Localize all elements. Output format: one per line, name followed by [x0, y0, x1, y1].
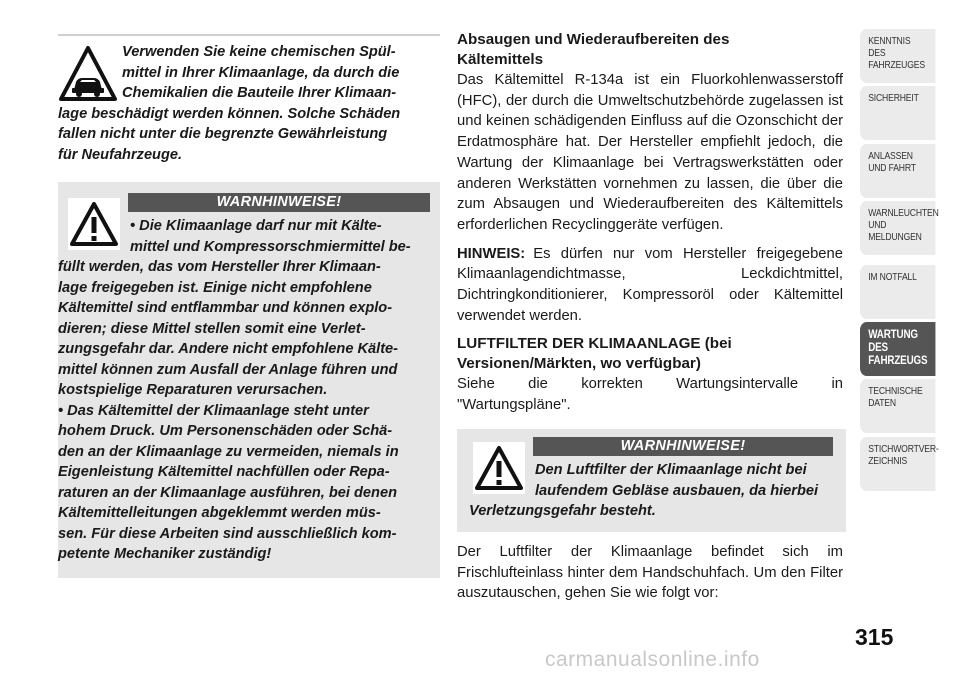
- text-line: dieren; diese Mittel stellen somit eine Verlet-: [58, 320, 366, 337]
- warning-text: [469, 460, 839, 522]
- text-line: petente Mechaniker zuständig!: [58, 546, 272, 562]
- nav-tab-label: DES: [868, 47, 886, 59]
- nav-tab-label: KENNTNIS: [868, 35, 911, 47]
- text-line: kostspielige Reparaturen verursachen.: [58, 382, 328, 398]
- nav-tab-label: STICHWORTVER-: [868, 443, 939, 455]
- text-line: Eigenleistung Kältemittel nachfüllen oder Repa-: [58, 464, 390, 480]
- text-line: mittel in Ihrer Klimaanlage, da durch die: [122, 64, 400, 81]
- text-line: mittel und Kompressorschmiermittel be-: [130, 238, 411, 255]
- nav-tab-1[interactable]: [860, 86, 935, 140]
- text-line: Kältemittelleitungen abgeklemmt werden müs-: [58, 505, 381, 521]
- text-line: • Die Klimaanlage darf nur mit Kälte-: [130, 218, 382, 234]
- text-line: lage beschädigt werden können. Solche Schäden: [58, 105, 401, 122]
- paragraph-refrigerant: Das Kältemittel R-134a ist ein Fluorkohlenwasserstoff (HFC), der durch die Umweltschutzbehörde zugelassen ist und keinen schädigenden Einfluss auf die Ozonschicht der Erdatmosphäre hat. Der Hersteller empfiehlt jedoch, die Wartung der Klimaanlage bei Vertragswerkstätten oder anderen Werkstätten vornehmen zu lassen, die über die zum Absaugen und Wiederaufbereiten des Kältemittels erforderlichen Recyclinggeräte verfügen.: [457, 72, 843, 233]
- page-number: 315: [855, 624, 894, 650]
- car-warning-icon: [58, 44, 118, 102]
- caution-block: [58, 34, 440, 168]
- text-line: füllt werden, das vom Hersteller Ihrer Klimaan-: [58, 259, 381, 275]
- nav-tab-6[interactable]: [860, 379, 935, 433]
- nav-tab-4[interactable]: [860, 265, 935, 319]
- text-line: Den Luftfilter der Klimaanlage nicht bei: [535, 462, 807, 478]
- text-line: hohem Druck. Um Personenschäden oder Schä-: [58, 423, 393, 439]
- watermark: carmanualsonline.info: [545, 648, 760, 671]
- nav-tab-label: UND FAHRT: [868, 162, 916, 174]
- text-line: raturen an der Klimaanlage ausführen, bei denen: [58, 484, 397, 501]
- warning-box-air-filter: [457, 429, 846, 532]
- heading-line: Absaugen und Wiederaufbereiten des: [457, 31, 730, 48]
- text-line: sen. Für diese Arbeiten sind ausschließlich kom-: [58, 525, 397, 542]
- nav-tab-label: ZEICHNIS: [868, 455, 908, 467]
- nav-tab-3[interactable]: [860, 201, 939, 255]
- text-line: Verletzungsgefahr besteht.: [469, 503, 656, 519]
- nav-tab-label: SICHERHEIT: [868, 92, 919, 104]
- warning-title: WARNHINWEISE!: [128, 193, 430, 212]
- nav-tab-label: UND: [868, 219, 887, 231]
- text-line: für Neufahrzeuge.: [58, 146, 183, 163]
- text-line: zungsgefahr dar. Andere nicht empfohlene Kälte-: [58, 341, 399, 357]
- nav-tab-label: IM NOTFALL: [868, 271, 917, 283]
- nav-tab-label: DATEN: [868, 397, 896, 409]
- text-line: • Das Kältemittel der Klimaanlage steht unter: [58, 402, 369, 419]
- warning-text: [58, 216, 434, 565]
- hinweis-note: [457, 244, 843, 327]
- warning-box-refrigerant: [58, 182, 440, 578]
- text-line: Kältemittel sind entflammbar und können explo-: [58, 300, 393, 316]
- text-line: fallen nicht unter die begrenzte Gewährleistung: [58, 126, 388, 142]
- nav-tab-label: TECHNISCHE: [868, 385, 923, 397]
- heading-line: Versionen/Märkten, wo verfügbar): [457, 355, 701, 373]
- section-heading-refrigerant: [457, 30, 843, 70]
- nav-tab-7[interactable]: [860, 437, 939, 491]
- nav-tab-label: WARTUNG: [868, 327, 918, 341]
- hinweis-text: Es dürfen nur vom Hersteller freigegebene Klimaanlagendichtmasse, Leckdichtmittel, Dichtringkonditionierer, Kompressoröl oder Kältemittel verwendet werden.: [457, 245, 843, 324]
- paragraph-maintenance: Siehe die korrekten Wartungsintervalle in "Wartungspläne".: [457, 376, 843, 414]
- text-line: mittel können zum Ausfall der Anlage führen und: [58, 361, 398, 378]
- nav-tab-5[interactable]: [860, 322, 935, 376]
- section-heading-air-filter: [457, 334, 843, 374]
- right-column: [457, 30, 843, 424]
- right-column-bottom: [457, 542, 843, 612]
- nav-tab-2[interactable]: [860, 144, 935, 198]
- heading-line: LUFTFILTER DER KLIMAANLAGE (bei: [457, 335, 732, 353]
- paragraph-air-filter: Der Luftfilter der Klimaanlage befindet sich im Frischlufteinlass hinter dem Handschuhfach. Um den Filter auszutauschen, gehen Sie wie folgt vor:: [457, 544, 843, 602]
- nav-tab-label: WARNLEUCHTEN: [868, 207, 939, 219]
- text-line: Chemikalien die Bauteile Ihrer Klimaan-: [122, 85, 397, 101]
- caution-note: [58, 34, 440, 168]
- text-line: laufendem Gebläse ausbauen, da hierbei: [535, 482, 819, 499]
- hinweis-label: HINWEIS:: [457, 245, 526, 262]
- nav-tab-0[interactable]: [860, 29, 935, 83]
- nav-tab-label: ANLASSEN: [868, 150, 913, 162]
- warning-title: WARNHINWEISE!: [533, 437, 833, 456]
- text-line: lage freigegeben ist. Einige nicht empfohlene: [58, 279, 372, 296]
- nav-tab-label: FAHRZEUGS: [868, 353, 928, 367]
- nav-tab-label: DES: [868, 340, 888, 354]
- text-line: Verwenden Sie keine chemischen Spül-: [122, 44, 396, 60]
- heading-line: Kältemittels: [457, 51, 544, 68]
- text-line: den an der Klimaanlage zu vermeiden, niemals in: [58, 443, 399, 460]
- nav-tab-label: MELDUNGEN: [868, 231, 922, 243]
- nav-tab-label: FAHRZEUGES: [868, 59, 925, 71]
